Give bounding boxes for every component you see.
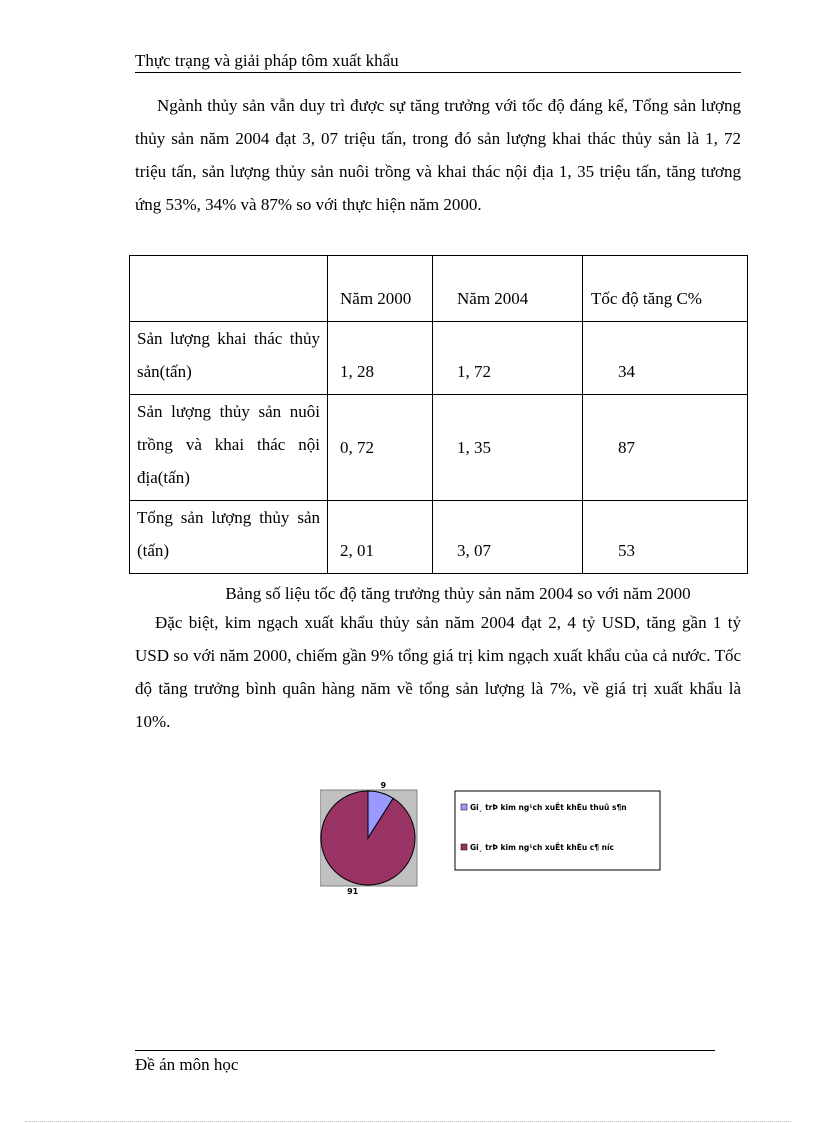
- legend-label: Gi¸ trÞ kim ng¹ch xuÊt khÈu c¶ níc: [470, 843, 614, 852]
- table-row: [130, 501, 748, 574]
- table-header-cell: Năm 2004: [433, 256, 583, 322]
- pie-slice: [321, 791, 415, 885]
- footer-divider: [135, 1050, 715, 1051]
- table-header-cell: [130, 256, 328, 322]
- cell-growth: 87: [583, 395, 748, 501]
- pie-chart-area: [320, 775, 665, 910]
- page-footer: [135, 1054, 238, 1076]
- legend-swatch: [461, 844, 467, 850]
- row-label: Tổng sản lượng thủy sản (tấn): [130, 501, 328, 574]
- cell-2000: 2, 01: [328, 501, 433, 574]
- cell-2004: 1, 35: [433, 395, 583, 501]
- table-row: [130, 395, 748, 501]
- cell-growth: 53: [583, 501, 748, 574]
- cell-2000: 1, 28: [328, 322, 433, 395]
- row-label: Sản lượng khai thác thủy sản(tấn): [130, 322, 328, 395]
- cell-growth: 34: [583, 322, 748, 395]
- table-header-cell: Năm 2000: [328, 256, 433, 322]
- table-header-cell: Tốc độ tăng C%: [583, 256, 748, 322]
- paragraph-export: Đặc biệt, kim ngạch xuất khẩu thủy sản năm 2004 đạt 2, 4 tỷ USD, tăng gần 1 tỷ USD so với năm 2000, chiếm gần 9% tổng giá trị kim ngạch xuất khẩu của cả nước. Tốc độ tăng trưởng bình quân hàng năm về tổng sản lượng là 7%, về giá trị xuất khẩu là 10%.: [135, 613, 741, 731]
- cell-2004: 3, 07: [433, 501, 583, 574]
- table-header-row: [130, 256, 748, 322]
- pie-value-label: 9: [380, 781, 387, 791]
- paragraph-intro: Ngành thủy sản vẫn duy trì được sự tăng trưởng với tốc độ đáng kể, Tổng sản lượng thủy sản năm 2004 đạt 3, 07 triệu tấn, trong đó sản lượng khai thác thủy sản là 1, 72 triệu tấn, sản lượng thủy sản nuôi trồng và khai thác nội địa 1, 35 triệu tấn, tăng tương ứng 53%, 34% và 87% so với thực hiện năm 2000.: [135, 96, 741, 214]
- footer-text: Đề án môn học: [135, 1055, 239, 1074]
- cell-2004: 1, 72: [433, 322, 583, 395]
- legend-swatch: [461, 804, 467, 810]
- row-label: Sản lượng thủy sản nuôi trồng và khai thác nội địa(tấn): [130, 395, 328, 501]
- pie-chart: [320, 775, 665, 905]
- header-title: Thực trạng và giải pháp tôm xuất khẩu: [135, 51, 399, 70]
- page-header: [135, 50, 741, 73]
- cell-2000: 0, 72: [328, 395, 433, 501]
- table-caption: Bảng số liệu tốc độ tăng trưởng thủy sản năm 2004 so với năm 2000: [225, 584, 691, 603]
- legend-label: Gi¸ trÞ kim ng¹ch xuÊt khÈu thuû s¶n: [470, 803, 627, 812]
- page-edge-divider: [25, 1121, 791, 1122]
- table-row: [130, 322, 748, 395]
- pie-value-label: 91: [347, 886, 359, 896]
- data-table: [129, 255, 748, 574]
- legend: [455, 791, 660, 870]
